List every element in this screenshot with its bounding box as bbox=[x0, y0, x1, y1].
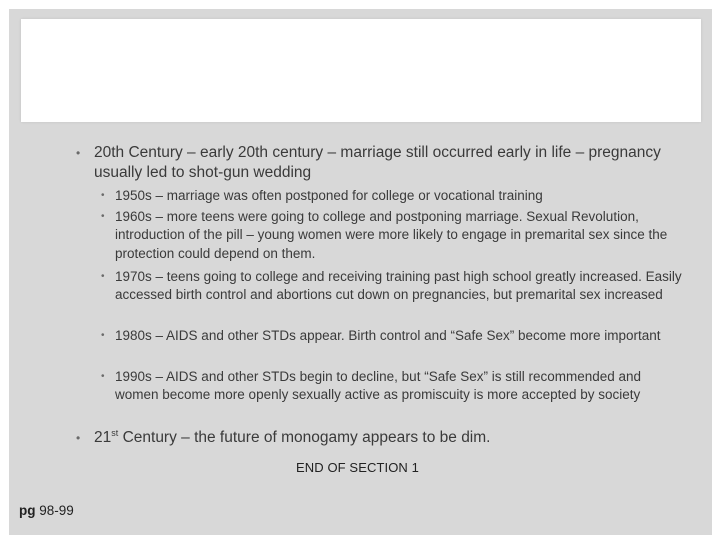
end-of-section-label: END OF SECTION 1 bbox=[296, 460, 419, 475]
bullet-text-rest: Century – the future of monogamy appears to be dim. bbox=[118, 429, 491, 446]
bullet-dot-icon: • bbox=[101, 371, 105, 382]
sub-bullet-text: 1980s – AIDS and other STDs appear. Birth control and “Safe Sex” become more important bbox=[115, 328, 661, 343]
bullet-dot-icon: • bbox=[101, 271, 105, 282]
bullet-text-prefix: 21 bbox=[94, 429, 112, 446]
bullet-dot-icon: • bbox=[101, 211, 105, 222]
sub-bullet-text: 1970s – teens going to college and receiving training past high school greatly increased. Easily accessed birth control and abortions cut down on pregnancies, but premarital sex increased bbox=[115, 269, 682, 303]
sub-bullet-text: 1990s – AIDS and other STDs begin to decline, but “Safe Sex” is still recommended and women become more openly sexually active as promiscuity is more accepted by society bbox=[115, 369, 642, 403]
bullet-dot-icon: • bbox=[101, 190, 105, 201]
bullet-21st-century bbox=[76, 427, 664, 448]
sub-bullet-text: 1960s – more teens were going to college and postponing marriage. Sexual Revolution, introduction of the pill – young women were more likely to engage in premarital sex since the protection could depend on them. bbox=[115, 209, 668, 261]
sub-bullet-1960s bbox=[101, 208, 683, 263]
bullet-dot-icon: • bbox=[76, 146, 81, 160]
bullet-text: 20th Century – early 20th century – marriage still occurred early in life – pregnancy usually led to shot-gun wedding bbox=[94, 144, 661, 181]
ordinal-suffix: st bbox=[111, 427, 119, 438]
bullet-dot-icon: • bbox=[76, 431, 81, 445]
page-ref-range: 98-99 bbox=[35, 503, 74, 518]
sub-bullet-1970s bbox=[101, 268, 683, 305]
sub-bullet-1990s bbox=[101, 368, 683, 405]
bullet-20th-century bbox=[76, 143, 664, 183]
sub-bullet-1950s bbox=[101, 187, 683, 205]
bullet-dot-icon: • bbox=[101, 330, 105, 341]
page-ref-bold: pg bbox=[19, 503, 36, 518]
sub-bullet-1980s bbox=[101, 327, 683, 345]
page-reference bbox=[19, 503, 74, 518]
sub-bullet-text: 1950s – marriage was often postponed for college or vocational training bbox=[115, 188, 543, 203]
